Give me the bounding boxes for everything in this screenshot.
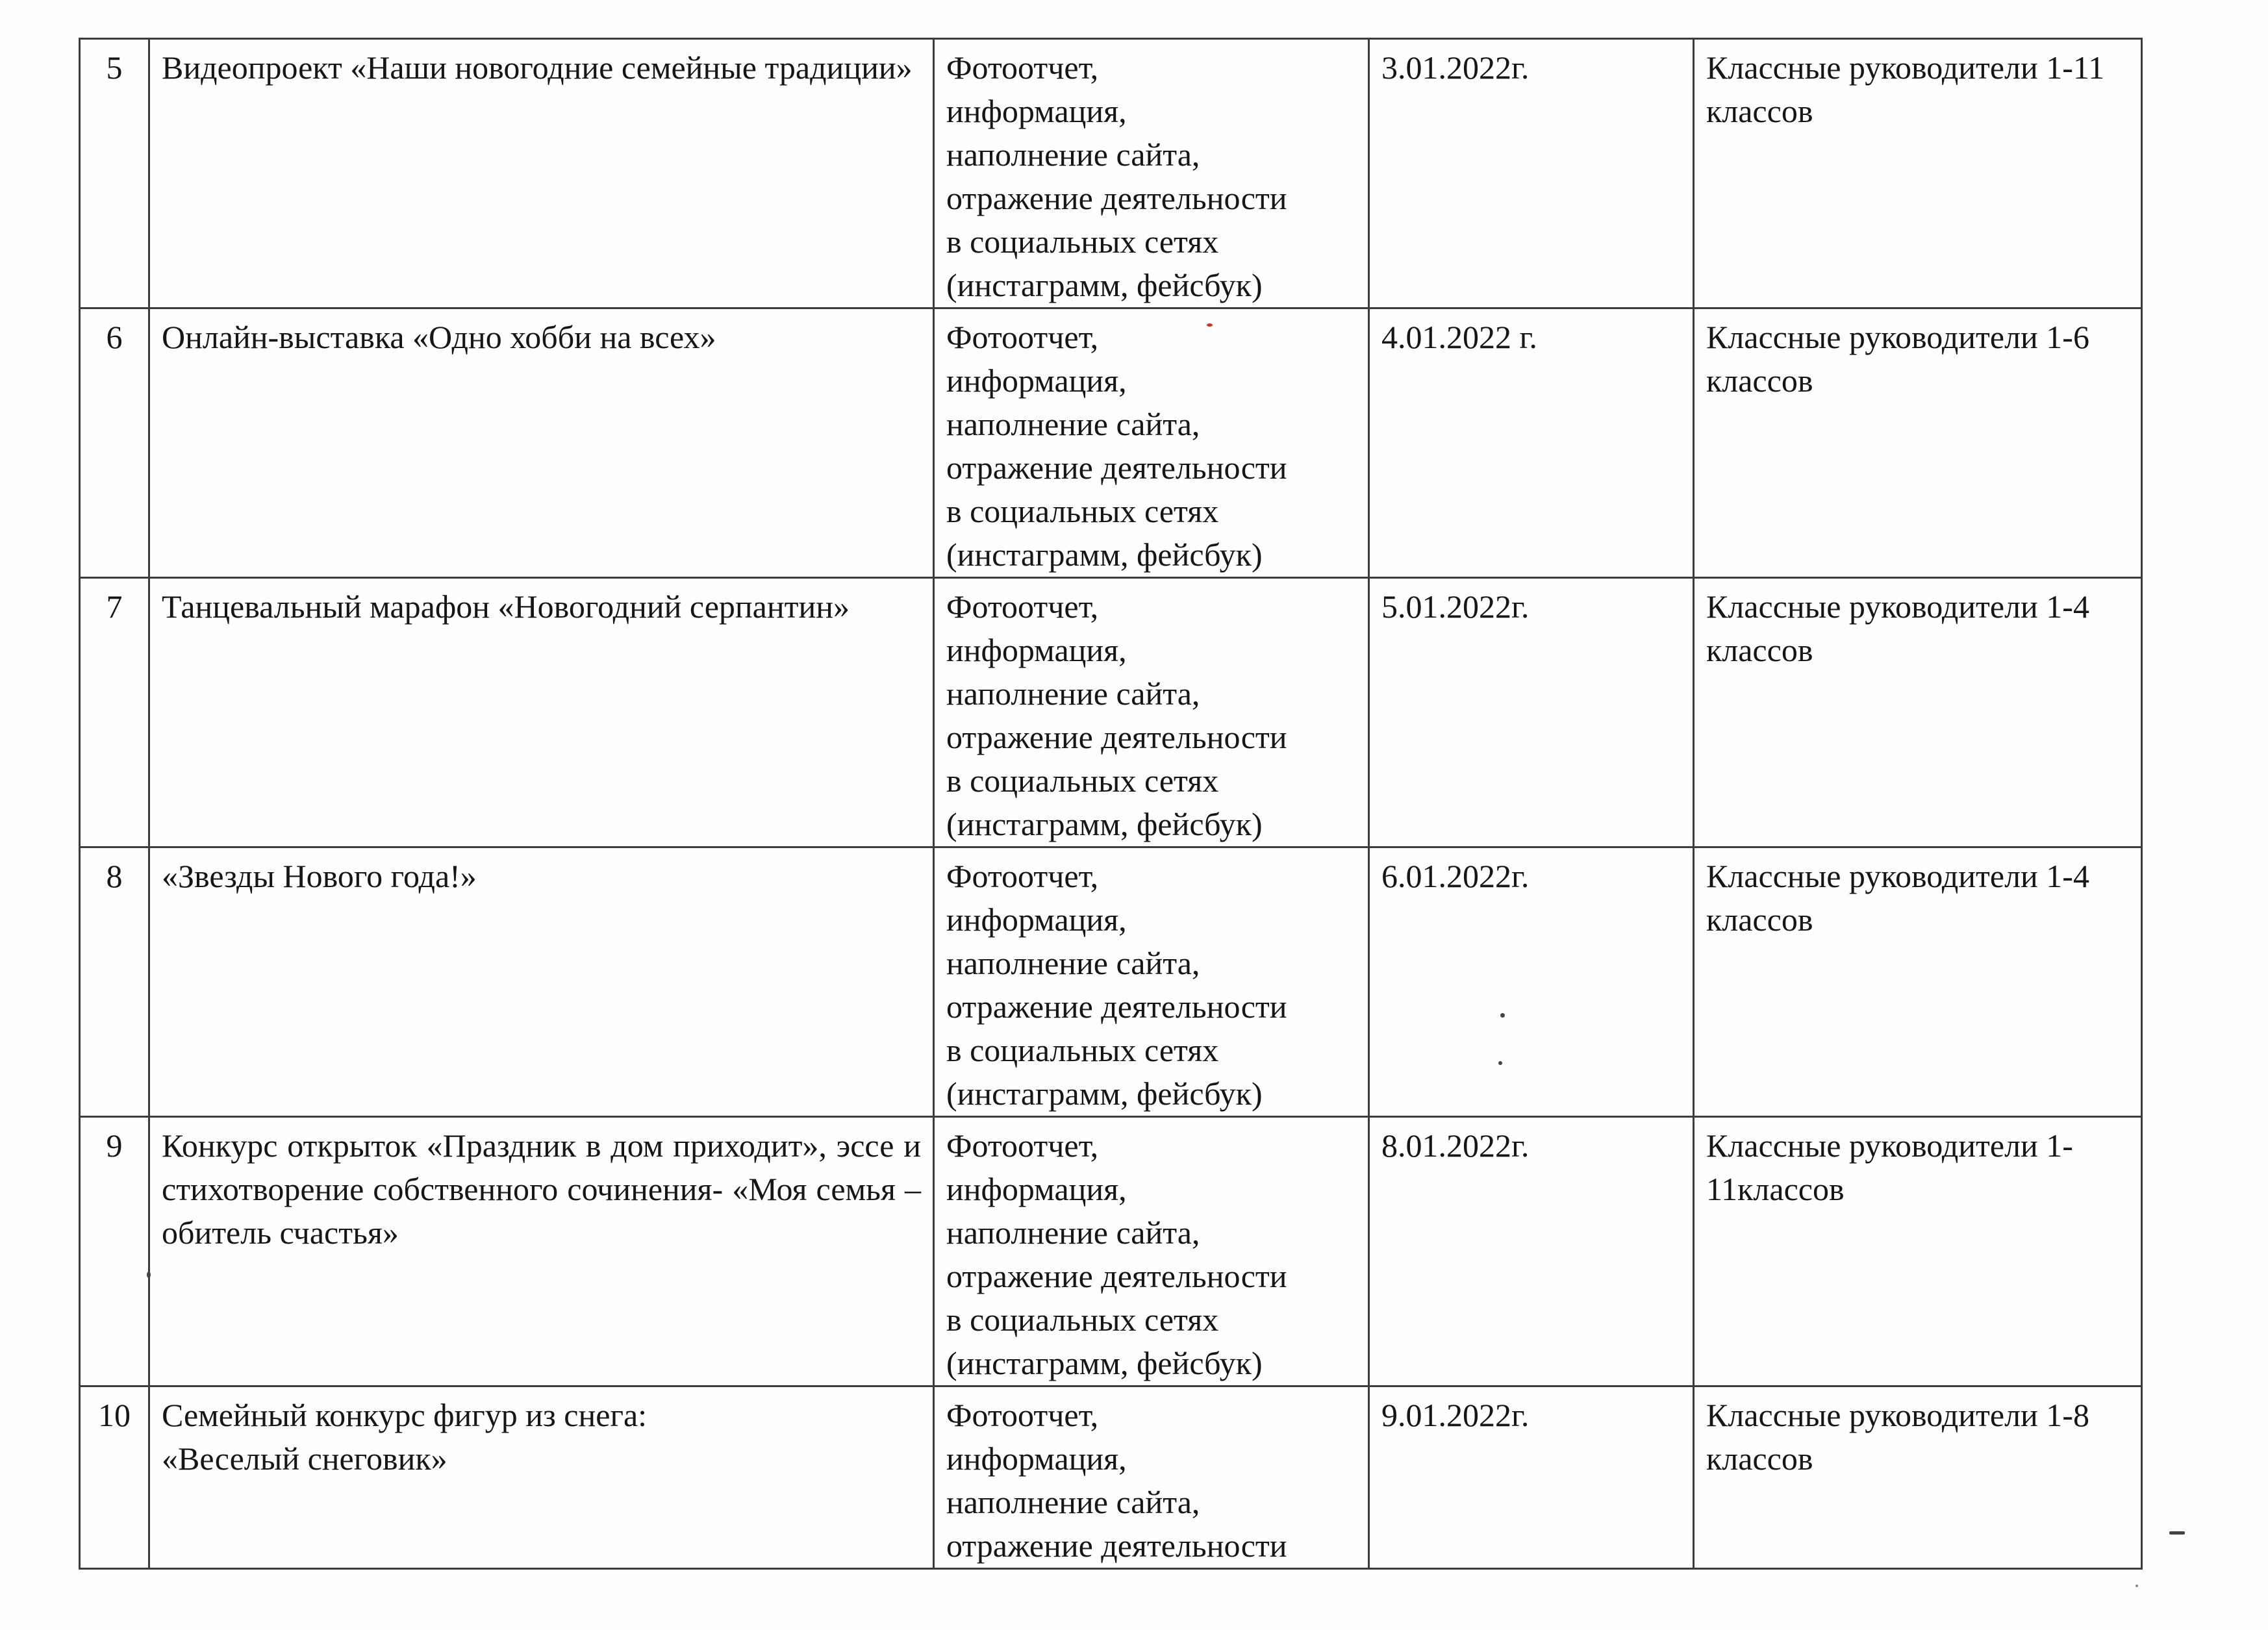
scan-speck [1500, 1013, 1505, 1018]
event-name: «Звезды Нового года!» [149, 847, 934, 1117]
table-row [80, 1386, 2142, 1569]
scan-speck [1498, 1061, 1502, 1065]
event-name: Танцевальный марафон «Новогодний серпантин» [149, 578, 934, 847]
responsible-persons: Классные руководители 1-11классов [1694, 1117, 2142, 1386]
table-row [80, 1117, 2142, 1386]
event-date: 6.01.2022г. [1369, 847, 1694, 1117]
responsible-persons: Классные руководители 1-11 классов [1694, 39, 2142, 308]
responsible-persons: Классные руководители 1-6 классов [1694, 308, 2142, 578]
row-number: 9 [80, 1117, 149, 1386]
table-row [80, 847, 2142, 1117]
table-row [80, 308, 2142, 578]
event-name: Видеопроект «Наши новогодние семейные традиции» [149, 39, 934, 308]
report-form: Фотоотчет, информация, наполнение сайта, отражение деятельности в социальных сетях (инстаграмм, фейсбук) [934, 1117, 1369, 1386]
row-number: 10 [80, 1386, 149, 1569]
row-number: 7 [80, 578, 149, 847]
table-row [80, 39, 2142, 308]
report-form: Фотоотчет, информация, наполнение сайта, отражение деятельности в социальных сетях (инстаграмм, фейсбук) [934, 847, 1369, 1117]
responsible-persons: Классные руководители 1-4 классов [1694, 578, 2142, 847]
report-form: Фотоотчет, информация, наполнение сайта, отражение деятельности [934, 1386, 1369, 1569]
responsible-persons: Классные руководители 1-4 классов [1694, 847, 2142, 1117]
event-name: Онлайн-выставка «Одно хобби на всех» [149, 308, 934, 578]
event-date: 9.01.2022г. [1369, 1386, 1694, 1569]
scan-speck [2169, 1531, 2185, 1535]
scan-speck [147, 1272, 151, 1278]
table-row [80, 578, 2142, 847]
scan-speck [1207, 323, 1213, 327]
events-table [79, 38, 2143, 1570]
event-name: Семейный конкурс фигур из снега: «Веселый снеговик» [149, 1386, 934, 1569]
row-number: 5 [80, 39, 149, 308]
row-number: 8 [80, 847, 149, 1117]
report-form: Фотоотчет, информация, наполнение сайта, отражение деятельности в социальных сетях (инстаграмм, фейсбук) [934, 578, 1369, 847]
responsible-persons: Классные руководители 1-8 классов [1694, 1386, 2142, 1569]
scan-speck [2136, 1585, 2138, 1587]
event-date: 8.01.2022г. [1369, 1117, 1694, 1386]
report-form: Фотоотчет, информация, наполнение сайта, отражение деятельности в социальных сетях (инстаграмм, фейсбук) [934, 39, 1369, 308]
event-date: 4.01.2022 г. [1369, 308, 1694, 578]
event-date: 3.01.2022г. [1369, 39, 1694, 308]
event-date: 5.01.2022г. [1369, 578, 1694, 847]
event-name: Конкурс открыток «Праздник в дом приходит», эссе и стихотворение собственного сочинения- «Моя семья – обитель счастья» [149, 1117, 934, 1386]
row-number: 6 [80, 308, 149, 578]
report-form: Фотоотчет, информация, наполнение сайта, отражение деятельности в социальных сетях (инстаграмм, фейсбук) [934, 308, 1369, 578]
